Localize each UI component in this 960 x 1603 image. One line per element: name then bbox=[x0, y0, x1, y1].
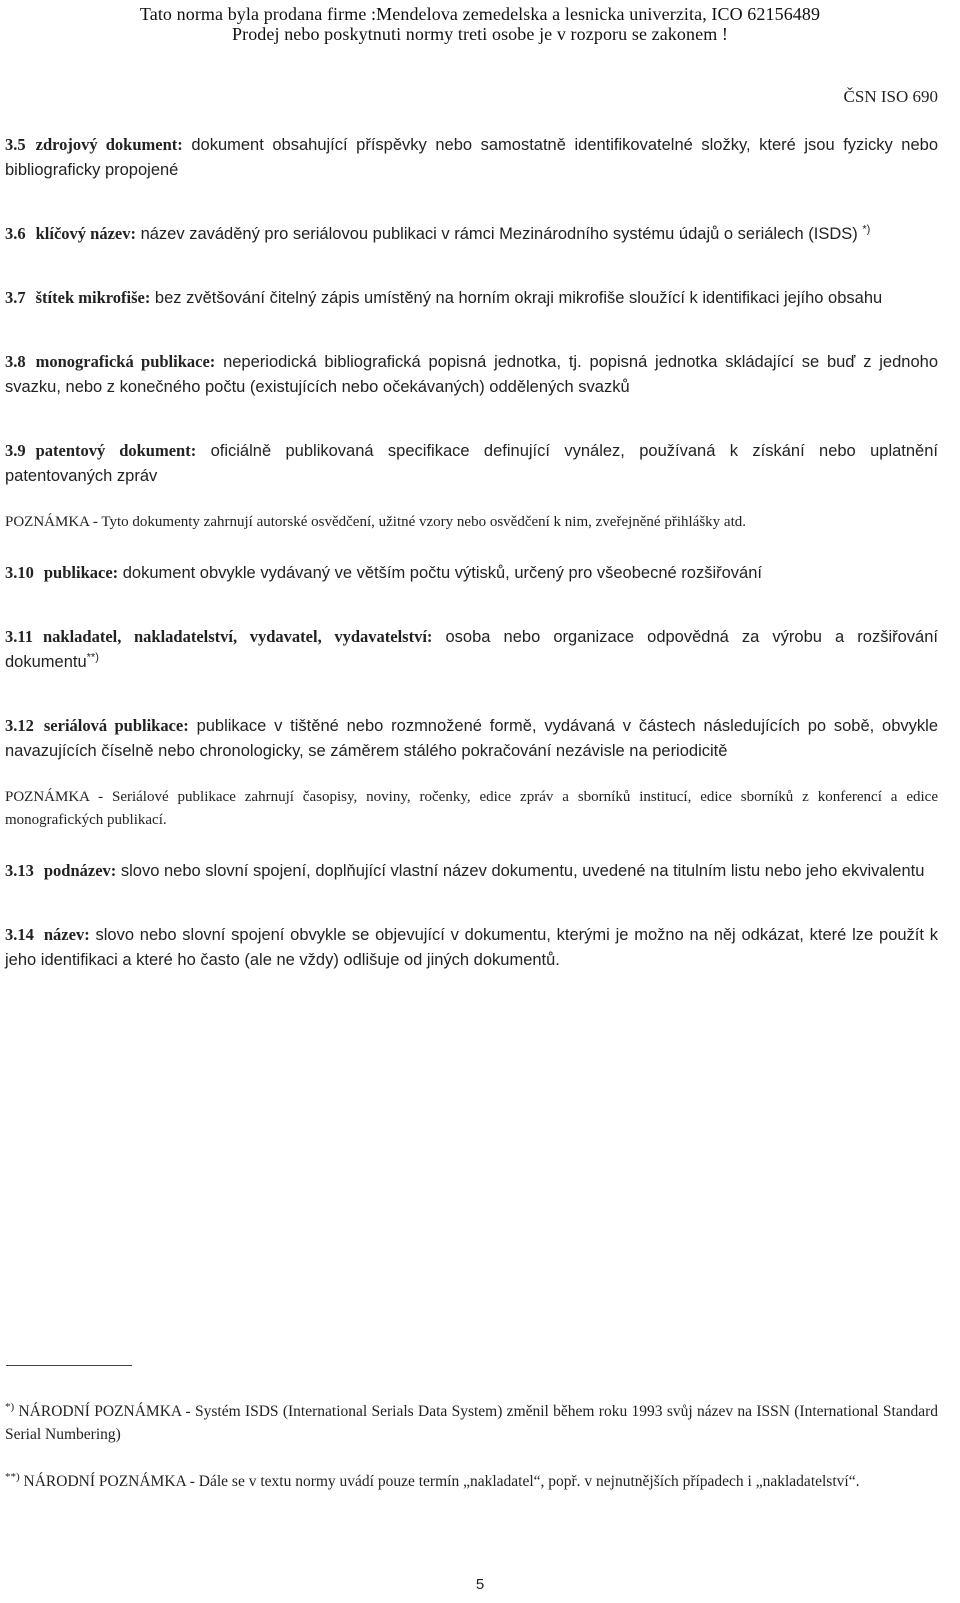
footnote-reference: **) bbox=[86, 651, 99, 664]
definition-3-9 bbox=[5, 438, 938, 489]
definition-3-14 bbox=[5, 922, 938, 973]
footnote-divider bbox=[6, 1365, 132, 1366]
definition-term: štítek mikrofiše: bbox=[35, 288, 151, 307]
definition-3-12 bbox=[5, 713, 938, 764]
definition-3-13 bbox=[5, 858, 938, 884]
definition-text: bez zvětšování čitelný zápis umístěný na horním okraji mikrofiše sloužící k identifikaci jejího obsahu bbox=[150, 289, 883, 307]
definition-text: oficiálně publikovaná specifikace definující vynález, používaná k získání nebo uplatnění patentovaných zpráv bbox=[5, 442, 938, 485]
footnote-1 bbox=[5, 1400, 938, 1446]
footnote-reference: *) bbox=[862, 223, 871, 236]
definition-term: nakladatel, nakladatelství, vydavatel, vydavatelství: bbox=[42, 627, 433, 646]
definition-3-5 bbox=[5, 132, 938, 183]
definition-text: publikace v tištěné nebo rozmnožené formě, vydávaná v částech následujících po sobě, obvykle navazujících číselně nebo chronologicky, se záměrem stálého pokračování nezávisle na periodicitě bbox=[5, 717, 938, 760]
watermark-line-1: Tato norma byla prodana firme :Mendelova zemedelska a lesnicka univerzita, ICO 62156489 bbox=[139, 4, 821, 24]
definition-note: POZNÁMKA - Seriálové publikace zahrnují časopisy, noviny, ročenky, edice zpráv a sborníků institucí, edice sborníků z konferencí a edice monografických publikací. bbox=[5, 789, 938, 828]
page-number: 5 bbox=[475, 1576, 485, 1593]
standard-number: ČSN ISO 690 bbox=[843, 87, 938, 106]
definition-3-7 bbox=[5, 285, 938, 311]
definition-number: 3.14 bbox=[5, 925, 34, 944]
definition-3-6 bbox=[5, 221, 938, 247]
definition-number: 3.13 bbox=[5, 861, 34, 880]
definition-number: 3.12 bbox=[5, 716, 34, 735]
definition-term: publikace: bbox=[43, 563, 119, 582]
definition-3-10 bbox=[5, 560, 938, 586]
footnote-text: NÁRODNÍ POZNÁMKA - Systém ISDS (International Serials Data System) změnil během roku 1993 svůj název na ISSN (International Standard Serial Numbering) bbox=[5, 1403, 938, 1443]
definition-term: seriálová publikace: bbox=[43, 716, 189, 735]
footnotes-section bbox=[5, 1400, 938, 1517]
definition-number: 3.10 bbox=[5, 563, 34, 582]
definition-term: zdrojový dokument: bbox=[35, 135, 183, 154]
definition-number: 3.8 bbox=[5, 352, 26, 371]
definition-3-11 bbox=[5, 624, 938, 675]
definition-text: dokument obvykle vydávaný ve větším počtu výtisků, určený pro všeobecné rozšiřování bbox=[118, 564, 762, 582]
definition-term: patentový dokument: bbox=[35, 441, 197, 460]
definition-number: 3.11 bbox=[5, 627, 33, 646]
footnote-mark: *) bbox=[5, 1400, 15, 1413]
definition-text: název zaváděný pro seriálovou publikaci v rámci Mezinárodního systému údajů o seriálech (ISDS) bbox=[136, 225, 863, 243]
definition-text: slovo nebo slovní spojení, doplňující vlastní název dokumentu, uvedené na titulním listu nebo jeho ekvivalentu bbox=[116, 862, 925, 880]
definitions-section bbox=[5, 132, 938, 1011]
watermark-line-2: Prodej nebo poskytnuti normy treti osobe je v rozporu se zakonem ! bbox=[232, 24, 728, 44]
definition-3-8 bbox=[5, 349, 938, 400]
definition-term: podnázev: bbox=[43, 861, 117, 880]
definition-text: dokument obsahující příspěvky nebo samostatně identifikovatelné složky, které jsou fyzicky nebo bibliograficky propojené bbox=[5, 136, 938, 179]
definition-term: monografická publikace: bbox=[35, 352, 216, 371]
definition-number: 3.5 bbox=[5, 135, 26, 154]
footnote-mark: **) bbox=[5, 1470, 20, 1483]
footnote-text: NÁRODNÍ POZNÁMKA - Dále se v textu normy uvádí pouze termín „nakladatel“, popř. v nejnutnějších případech i „nakladatelství“. bbox=[19, 1473, 860, 1490]
definition-text: neperiodická bibliografická popisná jednotka, tj. popisná jednotka skládající se buď z jednoho svazku, nebo z konečného počtu (existujících nebo očekávaných) oddělených svazků bbox=[5, 353, 938, 396]
definition-text: slovo nebo slovní spojení obvykle se objevující v dokumentu, kterými je možno na něj odkázat, které lze použít k jeho identifikaci a které ho často (ale ne vždy) odlišuje od jiných dokumentů. bbox=[5, 926, 938, 969]
definition-text: osoba nebo organizace odpovědná za výrobu a rozšiřování dokumentu bbox=[5, 628, 938, 671]
definition-number: 3.7 bbox=[5, 288, 26, 307]
definition-term: klíčový název: bbox=[35, 224, 136, 243]
definition-number: 3.9 bbox=[5, 441, 26, 460]
definition-note: POZNÁMKA - Tyto dokumenty zahrnují autorské osvědčení, užitné vzory nebo osvědčení k nim, zveřejněné přihlášky atd. bbox=[5, 514, 746, 530]
definition-number: 3.6 bbox=[5, 224, 26, 243]
definition-term: název: bbox=[43, 925, 90, 944]
footnote-2 bbox=[5, 1470, 938, 1493]
